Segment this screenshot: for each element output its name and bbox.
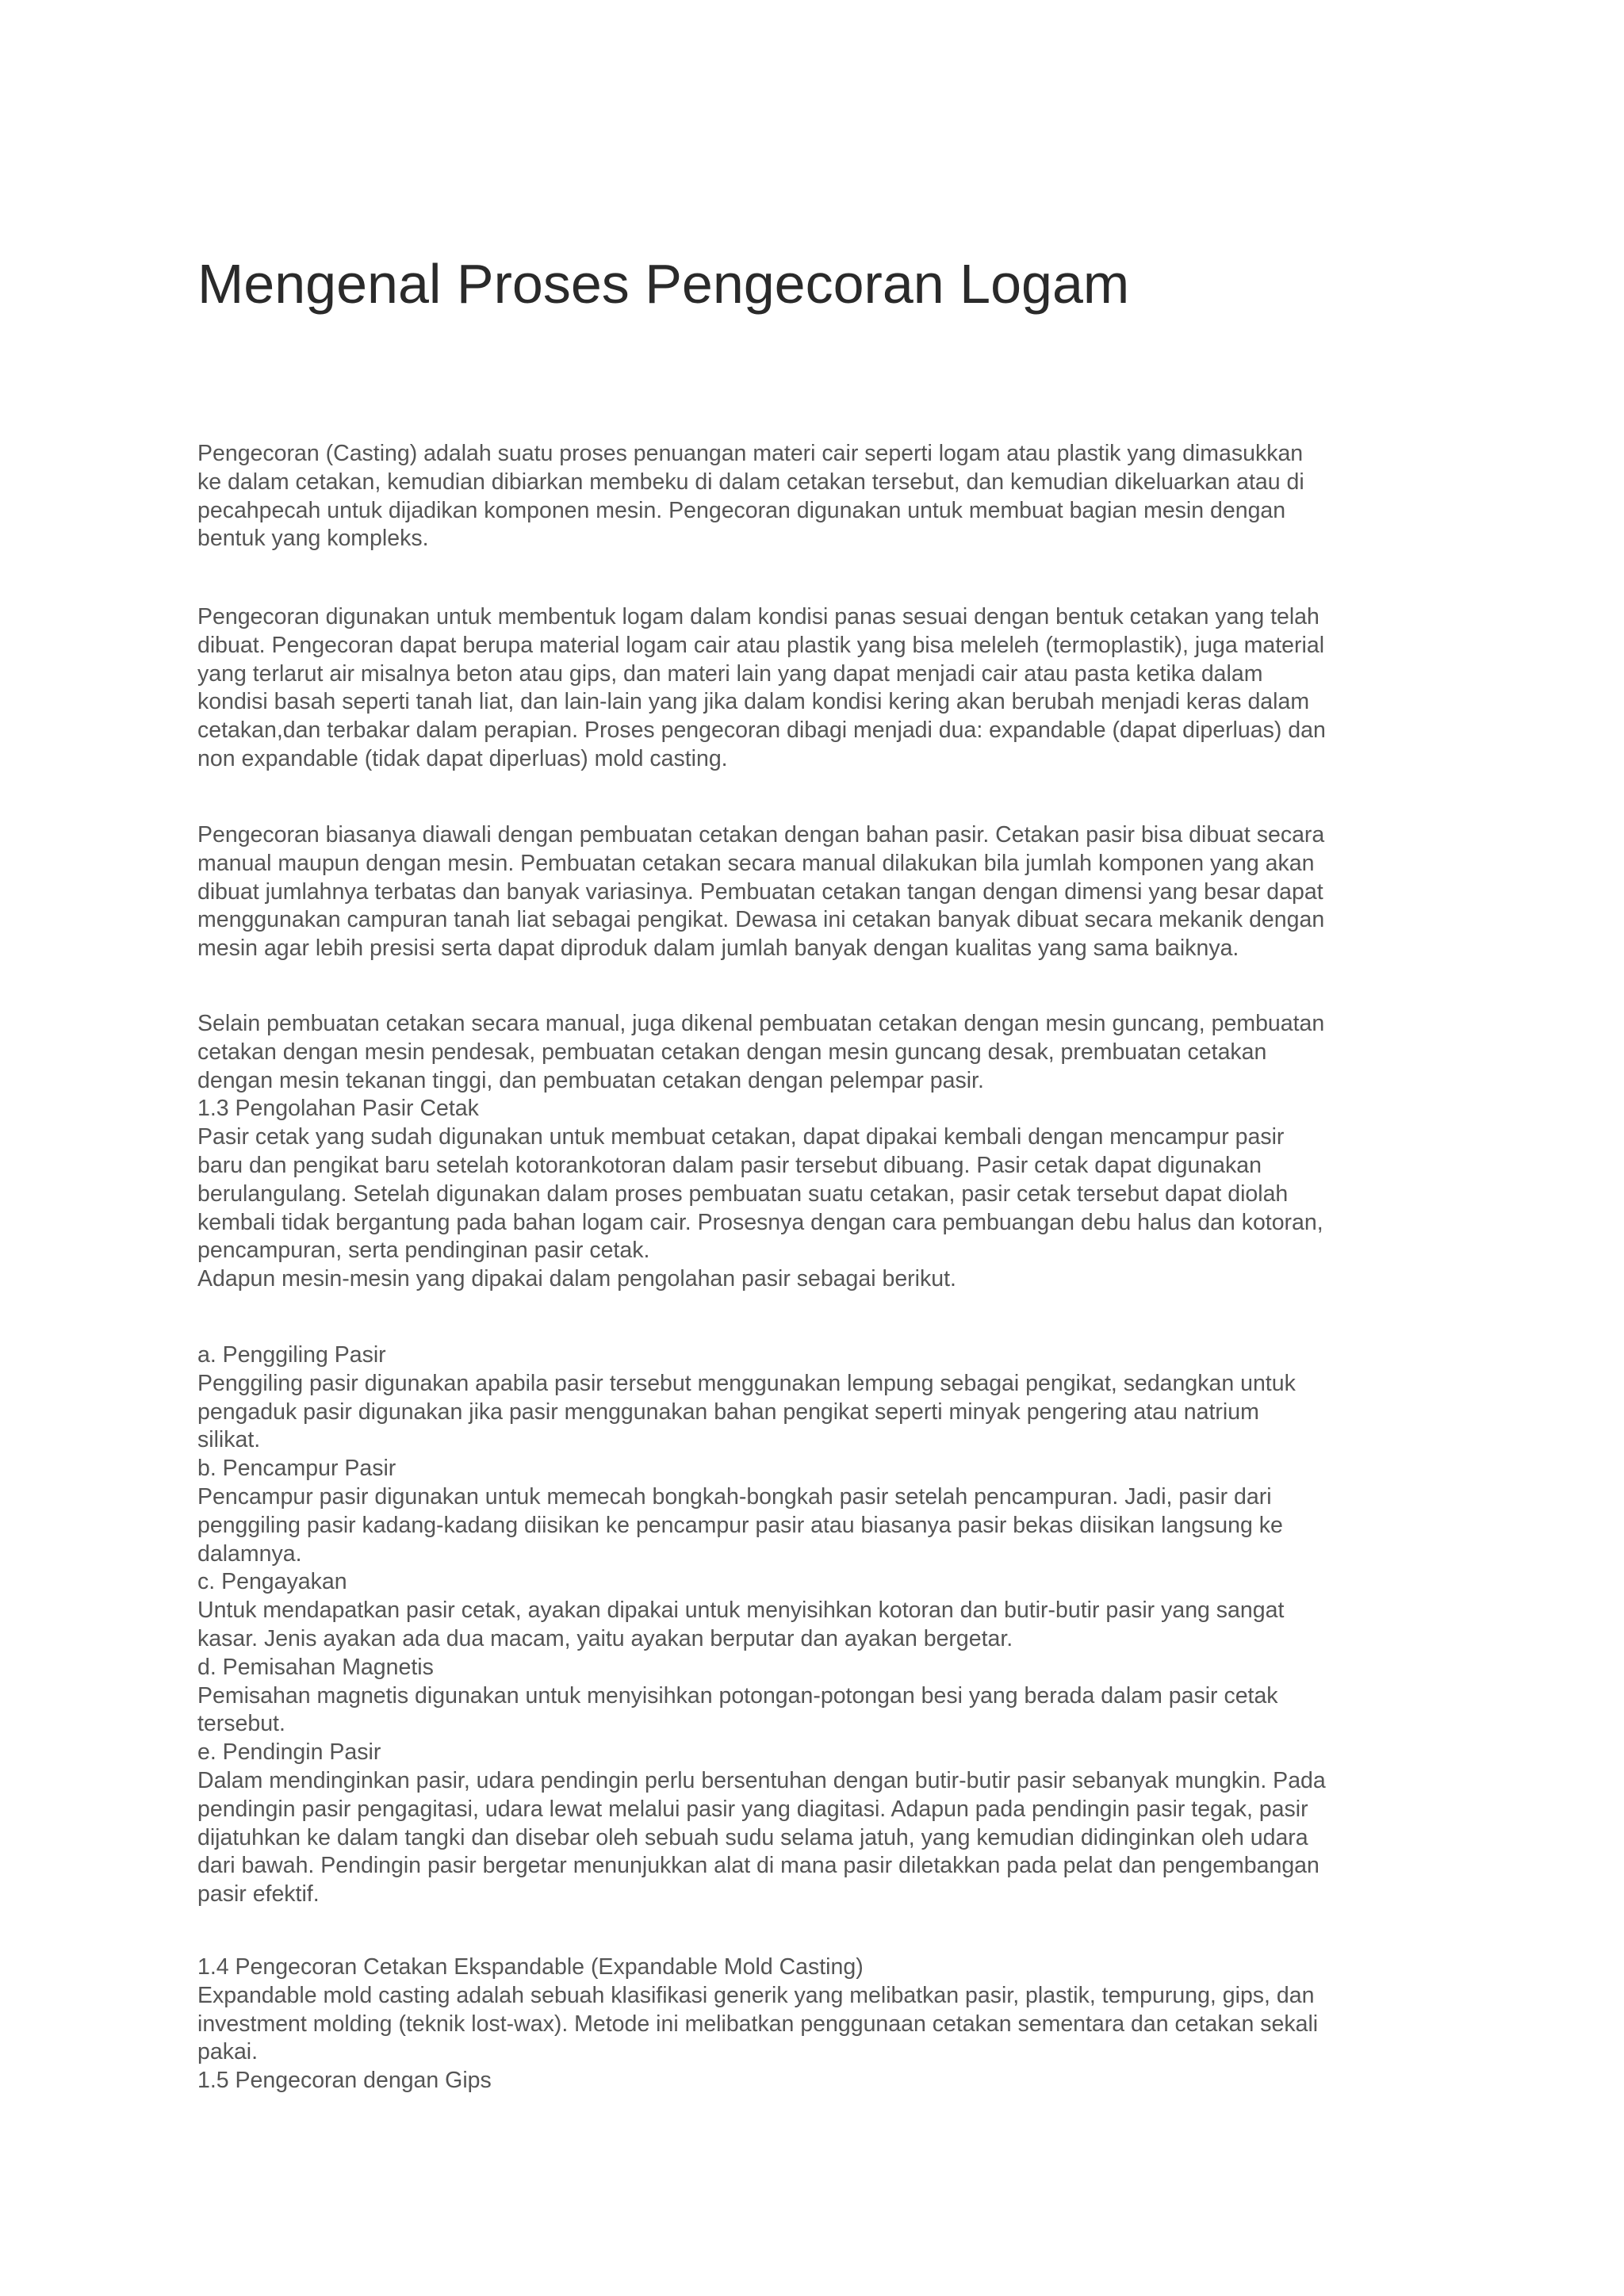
text-line: baru dan pengikat baru setelah kotorankotoran dalam pasir tersebut dibuang. Pasir cetak dapat digunakan: [197, 1152, 1262, 1178]
list-item-heading: e. Pendingin Pasir: [197, 1739, 381, 1766]
list-item-heading: b. Pencampur Pasir: [197, 1456, 396, 1482]
list-item-heading: d. Pemisahan Magnetis: [197, 1654, 434, 1680]
paragraph-mold-making: [197, 821, 1450, 963]
text-line: manual maupun dengan mesin. Pembuatan cetakan secara manual dilakukan bila jumlah komponen yang akan: [197, 850, 1315, 876]
text-line: cetakan,dan terbakar dalam perapian. Proses pengecoran dibagi menjadi dua: expandable (dapat diperluas) dan: [197, 718, 1326, 744]
text-line: pakai.: [197, 2039, 259, 2065]
text-line: tersebut.: [197, 1711, 285, 1737]
text-line: mesin agar lebih presisi serta dapat diproduk dalam jumlah banyak dengan kualitas yang sama baiknya.: [197, 936, 1239, 962]
text-line: Pemisahan magnetis digunakan untuk menyisihkan potongan-potongan besi yang berada dalam pasir cetak: [197, 1682, 1278, 1709]
text-line: Adapun mesin-mesin yang dipakai dalam pengolahan pasir sebagai berikut.: [197, 1266, 956, 1292]
section-heading: 1.5 Pengecoran dengan Gips: [197, 2068, 492, 2094]
section-heading: 1.4 Pengecoran Cetakan Ekspandable (Expandable Mold Casting): [197, 1954, 864, 1980]
text-line: cetakan dengan mesin pendesak, pembuatan cetakan dengan mesin guncang desak, prembuatan cetakan: [197, 1039, 1267, 1065]
text-line: yang terlarut air misalnya beton atau gips, dan materi lain yang dapat menjadi cair atau pasta ketika dalam: [197, 660, 1263, 687]
text-line: dibuat. Pengecoran dapat berupa material logam cair atau plastik yang bisa meleleh (termoplastik), juga material: [197, 632, 1325, 658]
text-line: investment molding (teknik lost-wax). Metode ini melibatkan penggunaan cetakan sementara dan cetakan sekali: [197, 2011, 1319, 2037]
text-line: Pengecoran digunakan untuk membentuk logam dalam kondisi panas sesuai dengan bentuk cetakan yang telah: [197, 604, 1320, 629]
text-line: kasar. Jenis ayakan ada dua macam, yaitu ayakan berputar dan ayakan bergetar.: [197, 1625, 1013, 1651]
text-line: dalamnya.: [197, 1540, 302, 1567]
paragraph-expandable-mold: [197, 1954, 1450, 2095]
text-line: dijatuhkan ke dalam tangki dan disebar oleh sebuah sudu selama jatuh, yang kemudian didinginkan oleh udara: [197, 1824, 1308, 1850]
text-line: Untuk mendapatkan pasir cetak, ayakan dipakai untuk menyisihkan kotoran dan butir-butir pasir yang sangat: [197, 1598, 1285, 1624]
text-line: pendingin pasir pengagitasi, udara lewat melalui pasir yang diagitasi. Adapun pada pendingin pasir tegak, pasir: [197, 1796, 1308, 1822]
text-line: berulangulang. Setelah digunakan dalam proses pembuatan suatu cetakan, pasir cetak tersebut dapat diolah: [197, 1181, 1289, 1207]
text-line: pengaduk pasir digunakan jika pasir menggunakan bahan pengikat seperti minyak pengering atau natrium: [197, 1399, 1259, 1425]
document-title: Mengenal Proses Pengecoran Logam: [197, 253, 1130, 315]
paragraph-usage: [197, 603, 1450, 774]
text-line: dibuat jumlahnya terbatas dan banyak variasinya. Pembuatan cetakan tangan dengan dimensi yang besar dapat: [197, 878, 1323, 905]
text-line: Pengecoran (Casting) adalah suatu proses penuangan materi cair seperti logam atau plastik yang dimasukkan: [197, 441, 1304, 466]
text-line: Penggiling pasir digunakan apabila pasir tersebut menggunakan lempung sebagai pengikat, sedangkan untuk: [197, 1370, 1296, 1396]
text-line: Selain pembuatan cetakan secara manual, juga dikenal pembuatan cetakan dengan mesin guncang, pembuatan: [197, 1011, 1325, 1036]
text-line: kembali tidak bergantung pada bahan logam cair. Prosesnya dengan cara pembuangan debu halus dan kotoran,: [197, 1209, 1323, 1235]
text-line: penggiling pasir kadang-kadang diisikan ke pencampur pasir atau biasanya pasir bekas diisikan langsung ke: [197, 1512, 1283, 1538]
text-line: kondisi basah seperti tanah liat, dan lain-lain yang jika dalam kondisi kering akan berubah menjadi keras dalam: [197, 689, 1310, 715]
text-line: Pengecoran biasanya diawali dengan pembuatan cetakan dengan bahan pasir. Cetakan pasir bisa dibuat secara: [197, 822, 1325, 848]
text-line: Pasir cetak yang sudah digunakan untuk membuat cetakan, dapat dipakai kembali dengan mencampur pasir: [197, 1124, 1285, 1150]
list-item-heading: c. Pengayakan: [197, 1569, 347, 1595]
text-line: menggunakan campuran tanah liat sebagai pengikat. Dewasa ini cetakan banyak dibuat secara mekanik dengan: [197, 907, 1325, 933]
text-line: dengan mesin tekanan tinggi, dan pembuatan cetakan dengan pelempar pasir.: [197, 1067, 984, 1093]
paragraph-intro: [197, 440, 1450, 553]
text-line: Dalam mendinginkan pasir, udara pendingin perlu bersentuhan dengan butir-butir pasir sebanyak mungkin. Pada: [197, 1767, 1326, 1793]
paragraph-sand-processing: [197, 1010, 1450, 1294]
text-line: pecahpecah untuk dijadikan komponen mesin. Pengecoran digunakan untuk membuat bagian mesin dengan: [197, 497, 1286, 523]
text-line: pencampuran, serta pendinginan pasir cetak.: [197, 1238, 650, 1264]
text-line: bentuk yang kompleks.: [197, 526, 429, 552]
text-line: Pencampur pasir digunakan untuk memecah bongkah-bongkah pasir setelah pencampuran. Jadi, pasir dari: [197, 1483, 1272, 1510]
list-item-heading: a. Penggiling Pasir: [197, 1342, 386, 1368]
text-line: Expandable mold casting adalah sebuah klasifikasi generik yang melibatkan pasir, plastik, tempurung, gips, dan: [197, 1982, 1315, 2008]
text-line: non expandable (tidak dapat diperluas) mold casting.: [197, 745, 728, 771]
section-heading: 1.3 Pengolahan Pasir Cetak: [197, 1096, 479, 1122]
text-line: pasir efektif.: [197, 1881, 320, 1908]
text-line: silikat.: [197, 1427, 261, 1453]
paragraph-machines-list: [197, 1341, 1450, 1909]
text-line: ke dalam cetakan, kemudian dibiarkan membeku di dalam cetakan tersebut, dan kemudian dikeluarkan atau di: [197, 469, 1304, 495]
text-line: dari bawah. Pendingin pasir bergetar menunjukkan alat di mana pasir diletakkan pada pelat dan pengembangan: [197, 1853, 1320, 1879]
